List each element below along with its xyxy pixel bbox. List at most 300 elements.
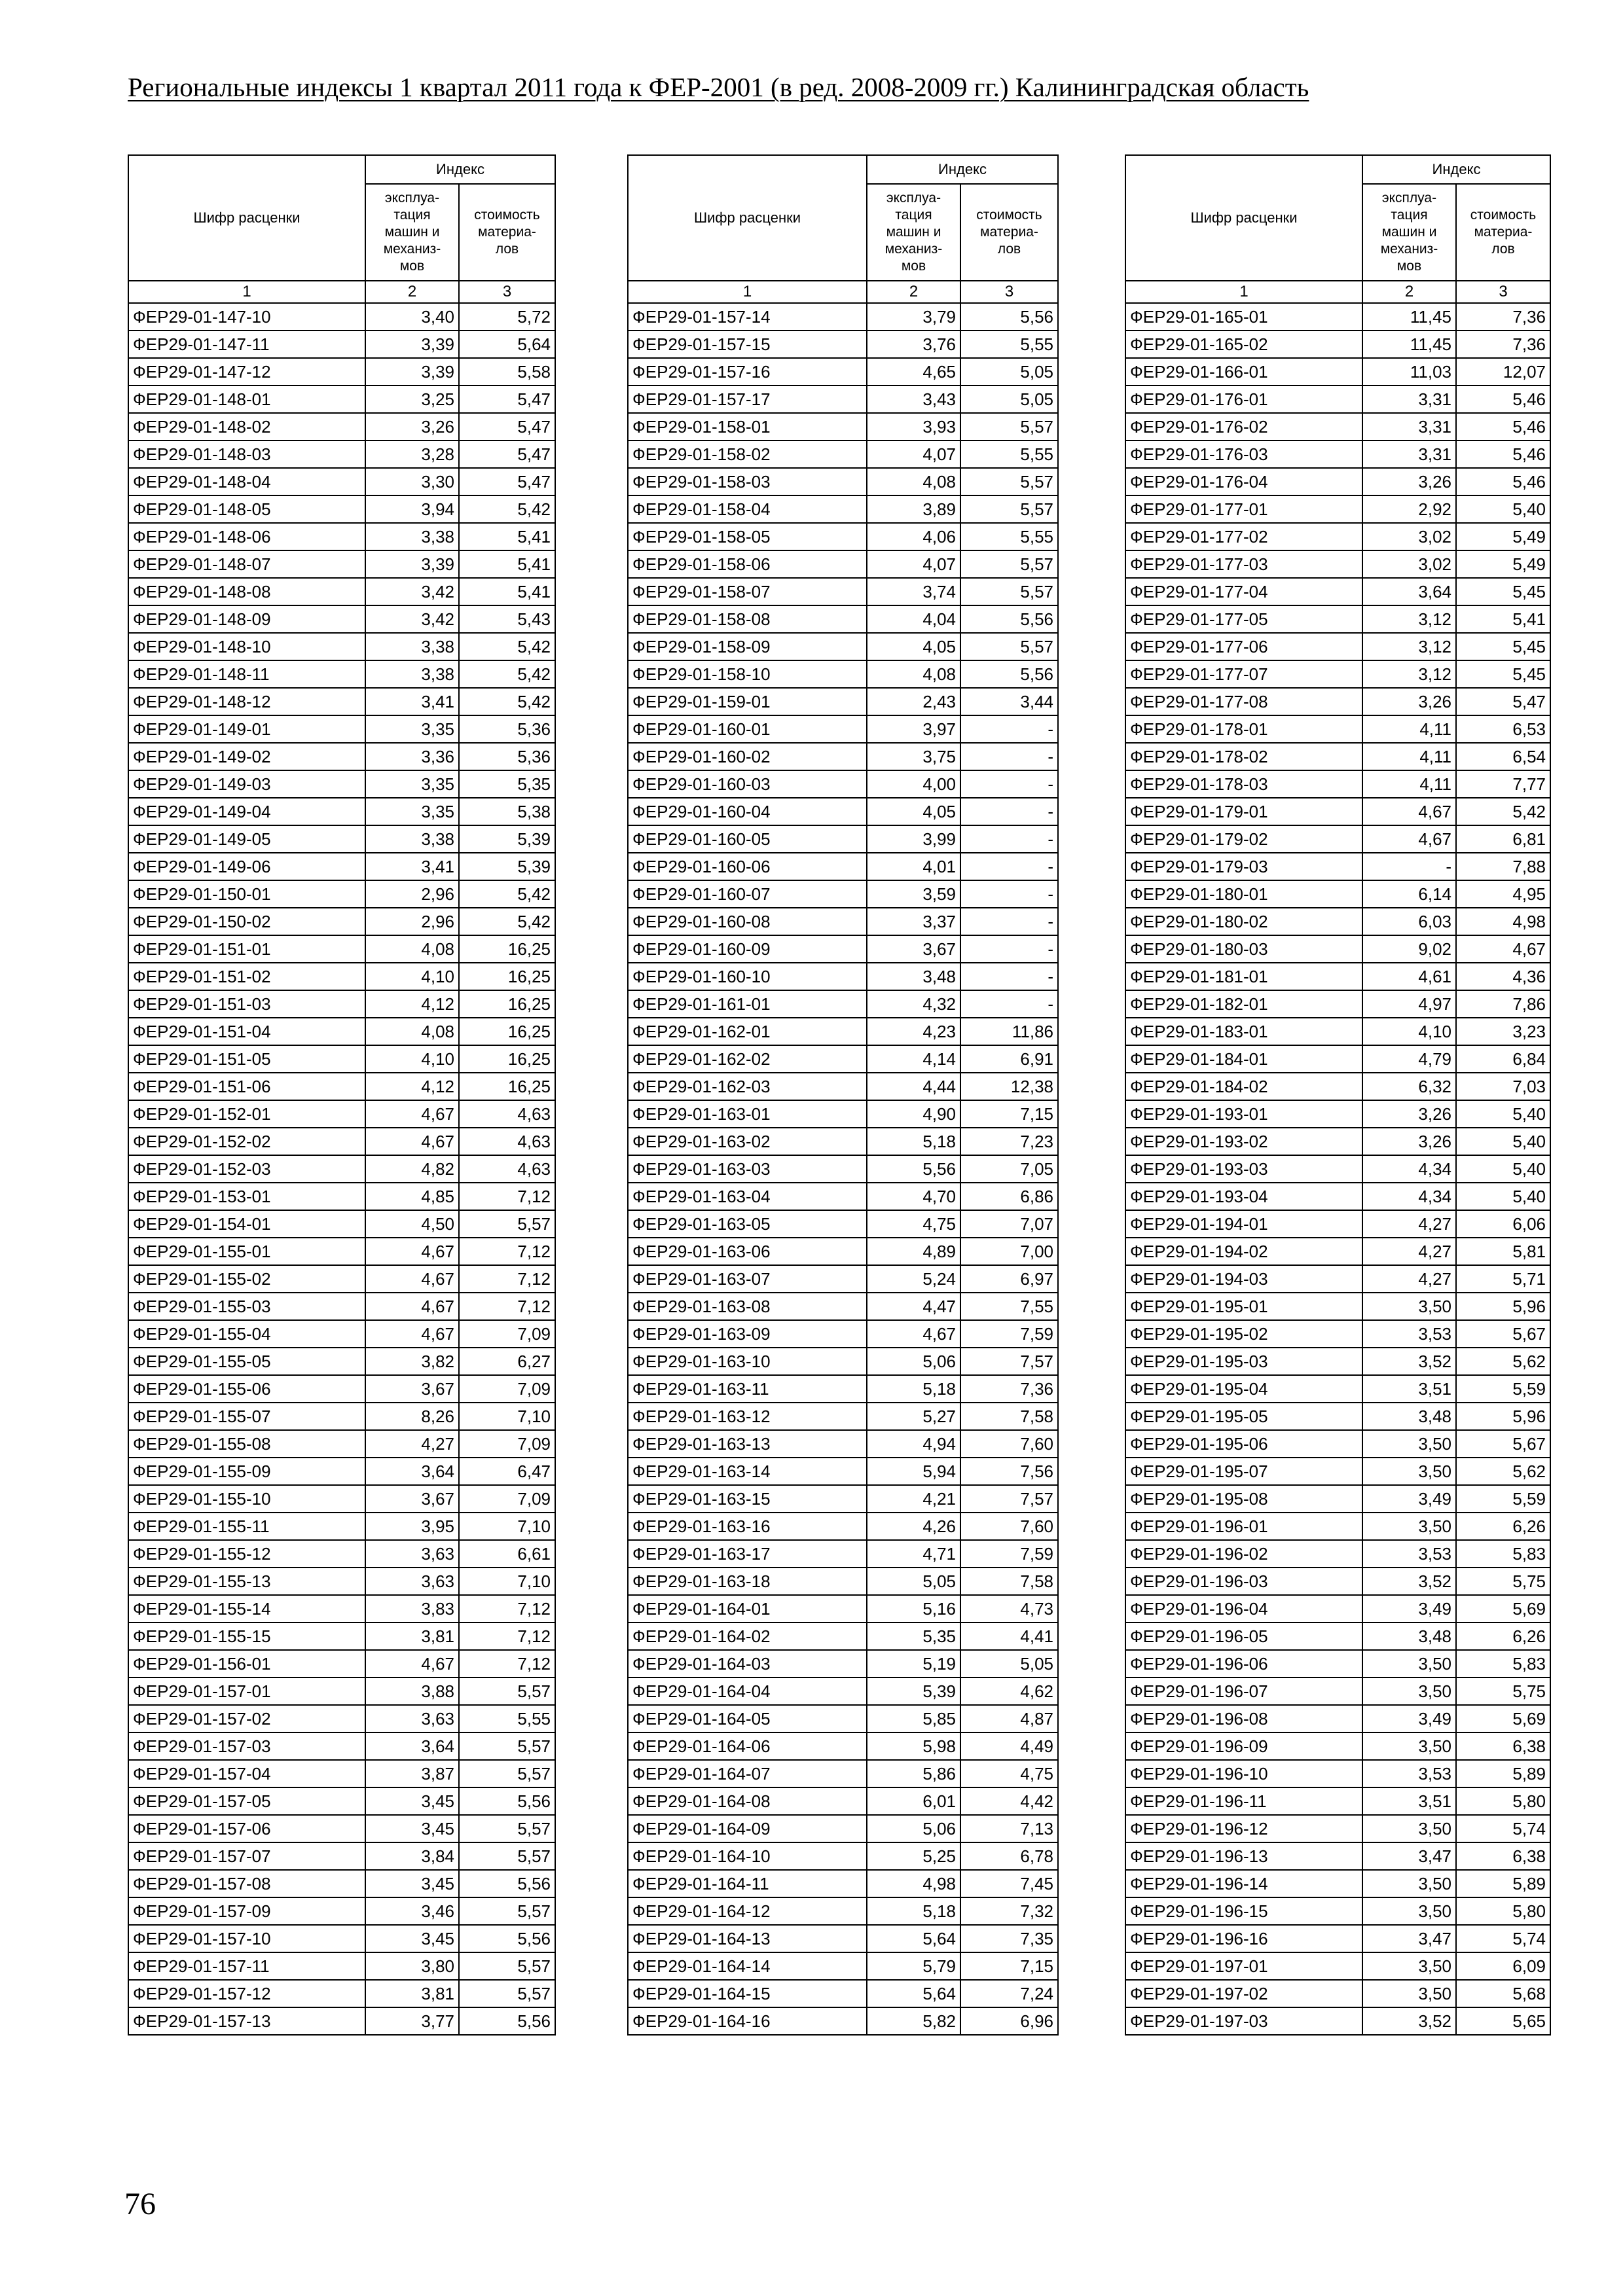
rate-code-cell: ФЕР29-01-162-01	[628, 1018, 867, 1045]
rate-code-cell: ФЕР29-01-194-02	[1125, 1238, 1362, 1265]
rate-code-cell: ФЕР29-01-148-06	[128, 523, 365, 550]
machines-index-cell: 5,18	[867, 1128, 960, 1155]
machines-index-cell: 4,90	[867, 1100, 960, 1128]
table-row	[628, 1540, 1058, 1568]
materials-index-cell: 5,83	[1456, 1540, 1550, 1568]
materials-index-cell: 5,75	[1456, 1568, 1550, 1595]
materials-index-cell: 5,57	[459, 1897, 555, 1925]
machines-index-cell: 3,49	[1362, 1705, 1456, 1732]
header-machines	[867, 184, 960, 281]
materials-index-cell: 4,42	[960, 1787, 1058, 1815]
machines-index-cell: 4,67	[365, 1293, 459, 1320]
materials-index-cell: 5,57	[960, 550, 1058, 578]
materials-index-cell: 4,67	[1456, 935, 1550, 963]
table-row	[628, 1870, 1058, 1897]
materials-index-cell: 5,46	[1456, 386, 1550, 413]
rate-code-cell: ФЕР29-01-196-01	[1125, 1513, 1362, 1540]
table-row	[628, 715, 1058, 743]
table-row	[128, 715, 555, 743]
table-row	[628, 2007, 1058, 2035]
materials-index-cell: 4,62	[960, 1677, 1058, 1705]
table-row	[1125, 908, 1550, 935]
rate-code-cell: ФЕР29-01-163-11	[628, 1375, 867, 1403]
machines-index-cell: 3,67	[365, 1375, 459, 1403]
rate-code-cell: ФЕР29-01-164-09	[628, 1815, 867, 1842]
materials-index-cell: 5,42	[459, 688, 555, 715]
header-materials-text: стоимость материа- лов	[1470, 207, 1537, 257]
machines-index-cell: 3,38	[365, 523, 459, 550]
rate-code-cell: ФЕР29-01-163-05	[628, 1210, 867, 1238]
header-index: Индекс	[867, 155, 1058, 184]
rate-code-cell: ФЕР29-01-150-01	[128, 880, 365, 908]
machines-index-cell: 3,50	[1362, 1952, 1456, 1980]
rate-code-cell: ФЕР29-01-178-03	[1125, 770, 1362, 798]
table-row	[128, 990, 555, 1018]
materials-index-cell: 4,63	[459, 1128, 555, 1155]
table-row	[1125, 853, 1550, 880]
materials-index-cell: 7,09	[459, 1320, 555, 1348]
table-row	[128, 331, 555, 358]
materials-index-cell: 5,67	[1456, 1320, 1550, 1348]
table-row	[628, 963, 1058, 990]
rate-code-cell: ФЕР29-01-157-13	[128, 2007, 365, 2035]
table-row	[628, 1650, 1058, 1677]
machines-index-cell: 3,52	[1362, 1348, 1456, 1375]
materials-index-cell: 7,07	[960, 1210, 1058, 1238]
machines-index-cell: 3,46	[365, 1897, 459, 1925]
materials-index-cell: 7,77	[1456, 770, 1550, 798]
materials-index-cell: 5,42	[459, 660, 555, 688]
table-row	[628, 853, 1058, 880]
table-row	[1125, 715, 1550, 743]
table-row	[128, 468, 555, 495]
machines-index-cell: 4,06	[867, 523, 960, 550]
rate-code-cell: ФЕР29-01-158-10	[628, 660, 867, 688]
machines-index-cell: 4,67	[365, 1100, 459, 1128]
machines-index-cell: 3,31	[1362, 440, 1456, 468]
machines-index-cell: 4,34	[1362, 1183, 1456, 1210]
header-materials	[960, 184, 1058, 281]
materials-index-cell: 12,07	[1456, 358, 1550, 386]
materials-index-cell: 5,56	[459, 2007, 555, 2035]
materials-index-cell: 5,05	[960, 358, 1058, 386]
machines-index-cell: 3,26	[365, 413, 459, 440]
materials-index-cell: 4,87	[960, 1705, 1058, 1732]
table-row	[1125, 1815, 1550, 1842]
table-row	[128, 853, 555, 880]
rate-code-cell: ФЕР29-01-194-03	[1125, 1265, 1362, 1293]
rate-code-cell: ФЕР29-01-149-05	[128, 825, 365, 853]
rate-code-cell: ФЕР29-01-164-03	[628, 1650, 867, 1677]
rate-code-cell: ФЕР29-01-164-02	[628, 1623, 867, 1650]
table-row	[628, 1018, 1058, 1045]
table-row	[1125, 963, 1550, 990]
machines-index-cell: 3,52	[1362, 2007, 1456, 2035]
machines-index-cell: 3,36	[365, 743, 459, 770]
rate-code-cell: ФЕР29-01-196-08	[1125, 1705, 1362, 1732]
machines-index-cell: 3,74	[867, 578, 960, 605]
machines-index-cell: 3,45	[365, 1787, 459, 1815]
materials-index-cell: 6,84	[1456, 1045, 1550, 1073]
machines-index-cell: 3,45	[365, 1815, 459, 1842]
rate-code-cell: ФЕР29-01-177-05	[1125, 605, 1362, 633]
materials-index-cell: 6,26	[1456, 1513, 1550, 1540]
table-row	[128, 386, 555, 413]
table-row	[128, 303, 555, 331]
materials-index-cell: 5,56	[960, 660, 1058, 688]
rate-code-cell: ФЕР29-01-151-06	[128, 1073, 365, 1100]
materials-index-cell: -	[960, 990, 1058, 1018]
materials-index-cell: 6,86	[960, 1183, 1058, 1210]
rate-code-cell: ФЕР29-01-158-06	[628, 550, 867, 578]
table-row	[128, 1100, 555, 1128]
rate-code-cell: ФЕР29-01-148-02	[128, 413, 365, 440]
materials-index-cell: 5,05	[960, 1650, 1058, 1677]
machines-index-cell: 4,04	[867, 605, 960, 633]
rate-code-cell: ФЕР29-01-178-01	[1125, 715, 1362, 743]
table-row	[128, 1403, 555, 1430]
machines-index-cell: 3,39	[365, 358, 459, 386]
materials-index-cell: 12,38	[960, 1073, 1058, 1100]
rate-code-cell: ФЕР29-01-157-02	[128, 1705, 365, 1732]
materials-index-cell: 5,46	[1456, 440, 1550, 468]
materials-index-cell: 5,41	[1456, 605, 1550, 633]
table-row	[628, 1238, 1058, 1265]
rate-code-cell: ФЕР29-01-163-15	[628, 1485, 867, 1513]
rate-code-cell: ФЕР29-01-163-10	[628, 1348, 867, 1375]
materials-index-cell: 7,36	[960, 1375, 1058, 1403]
table-row	[128, 578, 555, 605]
table-row	[628, 1732, 1058, 1760]
machines-index-cell: 5,98	[867, 1732, 960, 1760]
materials-index-cell: 5,36	[459, 743, 555, 770]
materials-index-cell: 5,46	[1456, 413, 1550, 440]
machines-index-cell: 3,49	[1362, 1485, 1456, 1513]
machines-index-cell: 3,41	[365, 688, 459, 715]
rate-code-cell: ФЕР29-01-163-13	[628, 1430, 867, 1458]
table-row	[1125, 413, 1550, 440]
header-machines-text: эксплуа- тация машин и механиз- мов	[383, 190, 441, 274]
materials-index-cell: 7,23	[960, 1128, 1058, 1155]
machines-index-cell: 3,64	[1362, 578, 1456, 605]
materials-index-cell: 7,60	[960, 1430, 1058, 1458]
machines-index-cell: 3,79	[867, 303, 960, 331]
machines-index-cell: 4,08	[867, 660, 960, 688]
machines-index-cell: 2,43	[867, 688, 960, 715]
rate-code-cell: ФЕР29-01-180-02	[1125, 908, 1362, 935]
table-row	[128, 358, 555, 386]
materials-index-cell: 7,36	[1456, 331, 1550, 358]
rate-code-cell: ФЕР29-01-164-06	[628, 1732, 867, 1760]
materials-index-cell: -	[960, 935, 1058, 963]
header-code: Шифр расценки	[128, 155, 365, 281]
rate-code-cell: ФЕР29-01-196-16	[1125, 1925, 1362, 1952]
rate-code-cell: ФЕР29-01-197-01	[1125, 1952, 1362, 1980]
table-row	[628, 495, 1058, 523]
rate-code-cell: ФЕР29-01-196-10	[1125, 1760, 1362, 1787]
rate-code-cell: ФЕР29-01-155-07	[128, 1403, 365, 1430]
rate-code-cell: ФЕР29-01-155-02	[128, 1265, 365, 1293]
rate-code-cell: ФЕР29-01-197-02	[1125, 1980, 1362, 2007]
materials-index-cell: 7,88	[1456, 853, 1550, 880]
table-row	[1125, 1595, 1550, 1623]
materials-index-cell: 6,54	[1456, 743, 1550, 770]
materials-index-cell: 4,95	[1456, 880, 1550, 908]
machines-index-cell: 11,45	[1362, 303, 1456, 331]
rate-code-cell: ФЕР29-01-155-15	[128, 1623, 365, 1650]
table-row	[1125, 743, 1550, 770]
rate-code-cell: ФЕР29-01-152-01	[128, 1100, 365, 1128]
table-row	[128, 743, 555, 770]
table-row	[128, 413, 555, 440]
machines-index-cell: 3,50	[1362, 1732, 1456, 1760]
materials-index-cell: 7,15	[960, 1100, 1058, 1128]
rate-code-cell: ФЕР29-01-147-12	[128, 358, 365, 386]
materials-index-cell: 5,56	[960, 605, 1058, 633]
materials-index-cell: 5,57	[960, 633, 1058, 660]
materials-index-cell: 5,57	[459, 1980, 555, 2007]
materials-index-cell: 5,05	[960, 386, 1058, 413]
rate-code-cell: ФЕР29-01-196-03	[1125, 1568, 1362, 1595]
materials-index-cell: 7,12	[459, 1623, 555, 1650]
materials-index-cell: 7,09	[459, 1485, 555, 1513]
table-row	[128, 770, 555, 798]
machines-index-cell: 3,51	[1362, 1787, 1456, 1815]
materials-index-cell: 7,10	[459, 1513, 555, 1540]
materials-index-cell: 5,57	[459, 1842, 555, 1870]
machines-index-cell: 3,81	[365, 1623, 459, 1650]
rate-code-cell: ФЕР29-01-163-16	[628, 1513, 867, 1540]
table-row	[128, 1320, 555, 1348]
table-row	[128, 688, 555, 715]
table-row	[1125, 495, 1550, 523]
header-index: Индекс	[365, 155, 555, 184]
materials-index-cell: 7,09	[459, 1375, 555, 1403]
materials-index-cell: -	[960, 715, 1058, 743]
machines-index-cell: 3,26	[1362, 1100, 1456, 1128]
table-row	[128, 1513, 555, 1540]
table-row	[628, 1513, 1058, 1540]
rate-code-cell: ФЕР29-01-160-07	[628, 880, 867, 908]
table-row	[128, 1540, 555, 1568]
rate-code-cell: ФЕР29-01-164-13	[628, 1925, 867, 1952]
machines-index-cell: 4,14	[867, 1045, 960, 1073]
machines-index-cell: 3,31	[1362, 386, 1456, 413]
materials-index-cell: 5,59	[1456, 1375, 1550, 1403]
rate-code-cell: ФЕР29-01-157-07	[128, 1842, 365, 1870]
rate-code-cell: ФЕР29-01-195-06	[1125, 1430, 1362, 1458]
rate-code-cell: ФЕР29-01-157-08	[128, 1870, 365, 1897]
machines-index-cell: 3,53	[1362, 1760, 1456, 1787]
machines-index-cell: 6,14	[1362, 880, 1456, 908]
rate-code-cell: ФЕР29-01-165-02	[1125, 331, 1362, 358]
table-row	[128, 1787, 555, 1815]
materials-index-cell: 5,68	[1456, 1980, 1550, 2007]
rate-code-cell: ФЕР29-01-155-14	[128, 1595, 365, 1623]
table-row	[1125, 523, 1550, 550]
rate-code-cell: ФЕР29-01-160-10	[628, 963, 867, 990]
header-materials	[459, 184, 555, 281]
machines-index-cell: 3,50	[1362, 1293, 1456, 1320]
table-row	[1125, 1897, 1550, 1925]
materials-index-cell: 7,57	[960, 1485, 1058, 1513]
table-row	[1125, 578, 1550, 605]
machines-index-cell: 3,93	[867, 413, 960, 440]
machines-index-cell: 4,11	[1362, 743, 1456, 770]
table-row	[1125, 1238, 1550, 1265]
table-row	[628, 1183, 1058, 1210]
machines-index-cell: 4,34	[1362, 1155, 1456, 1183]
rate-code-cell: ФЕР29-01-181-01	[1125, 963, 1362, 990]
table-row	[128, 1128, 555, 1155]
materials-index-cell: 6,06	[1456, 1210, 1550, 1238]
table-row	[628, 935, 1058, 963]
materials-index-cell: 4,75	[960, 1760, 1058, 1787]
rate-code-cell: ФЕР29-01-157-06	[128, 1815, 365, 1842]
table-row	[628, 990, 1058, 1018]
header-number-3: 3	[960, 281, 1058, 303]
table-row	[1125, 468, 1550, 495]
table-row	[628, 1677, 1058, 1705]
table-row	[1125, 1073, 1550, 1100]
machines-index-cell: 4,11	[1362, 715, 1456, 743]
rate-code-cell: ФЕР29-01-157-11	[128, 1952, 365, 1980]
rate-code-cell: ФЕР29-01-193-01	[1125, 1100, 1362, 1128]
rate-code-cell: ФЕР29-01-164-08	[628, 1787, 867, 1815]
machines-index-cell: 3,38	[365, 633, 459, 660]
table-row	[628, 1348, 1058, 1375]
table-row	[1125, 935, 1550, 963]
rate-code-cell: ФЕР29-01-154-01	[128, 1210, 365, 1238]
materials-index-cell: 3,23	[1456, 1018, 1550, 1045]
materials-index-cell: 5,89	[1456, 1760, 1550, 1787]
table-row	[128, 1265, 555, 1293]
machines-index-cell: 4,12	[365, 990, 459, 1018]
header-index: Индекс	[1362, 155, 1550, 184]
materials-index-cell: 7,10	[459, 1403, 555, 1430]
rate-code-cell: ФЕР29-01-177-04	[1125, 578, 1362, 605]
table-row	[628, 578, 1058, 605]
machines-index-cell: 3,48	[867, 963, 960, 990]
materials-index-cell: 6,97	[960, 1265, 1058, 1293]
materials-index-cell: 6,47	[459, 1458, 555, 1485]
rate-code-cell: ФЕР29-01-155-01	[128, 1238, 365, 1265]
materials-index-cell: 5,40	[1456, 1128, 1550, 1155]
materials-index-cell: 5,42	[459, 633, 555, 660]
materials-index-cell: 7,24	[960, 1980, 1058, 2007]
machines-index-cell: 11,03	[1362, 358, 1456, 386]
machines-index-cell: 3,12	[1362, 660, 1456, 688]
rate-code-cell: ФЕР29-01-157-04	[128, 1760, 365, 1787]
materials-index-cell: 5,40	[1456, 1183, 1550, 1210]
rate-code-cell: ФЕР29-01-158-08	[628, 605, 867, 633]
table-row	[1125, 550, 1550, 578]
machines-index-cell: 3,77	[365, 2007, 459, 2035]
table-row	[1125, 1870, 1550, 1897]
rate-code-cell: ФЕР29-01-163-03	[628, 1155, 867, 1183]
machines-index-cell: 4,07	[867, 550, 960, 578]
machines-index-cell: 4,61	[1362, 963, 1456, 990]
table-row	[128, 1045, 555, 1073]
table-row	[628, 1952, 1058, 1980]
materials-index-cell: 6,96	[960, 2007, 1058, 2035]
machines-index-cell: 3,42	[365, 605, 459, 633]
machines-index-cell: 3,50	[1362, 1870, 1456, 1897]
rate-code-cell: ФЕР29-01-148-10	[128, 633, 365, 660]
machines-index-cell: 4,94	[867, 1430, 960, 1458]
header-number-1: 1	[128, 281, 365, 303]
materials-index-cell: 7,12	[459, 1265, 555, 1293]
materials-index-cell: 7,32	[960, 1897, 1058, 1925]
machines-index-cell: -	[1362, 853, 1456, 880]
machines-index-cell: 4,67	[1362, 825, 1456, 853]
rate-code-cell: ФЕР29-01-162-02	[628, 1045, 867, 1073]
machines-index-cell: 5,86	[867, 1760, 960, 1787]
table-row	[128, 440, 555, 468]
rate-code-cell: ФЕР29-01-157-14	[628, 303, 867, 331]
machines-index-cell: 6,01	[867, 1787, 960, 1815]
materials-index-cell: 5,69	[1456, 1595, 1550, 1623]
machines-index-cell: 4,08	[365, 1018, 459, 1045]
table-row	[128, 963, 555, 990]
machines-index-cell: 3,02	[1362, 523, 1456, 550]
table-row	[1125, 1430, 1550, 1458]
rate-code-cell: ФЕР29-01-157-16	[628, 358, 867, 386]
machines-index-cell: 3,63	[365, 1568, 459, 1595]
rate-code-cell: ФЕР29-01-152-03	[128, 1155, 365, 1183]
materials-index-cell: 16,25	[459, 1073, 555, 1100]
machines-index-cell: 3,67	[365, 1485, 459, 1513]
rate-code-cell: ФЕР29-01-195-04	[1125, 1375, 1362, 1403]
table-row	[1125, 1375, 1550, 1403]
materials-index-cell: 4,63	[459, 1100, 555, 1128]
rate-code-cell: ФЕР29-01-182-01	[1125, 990, 1362, 1018]
machines-index-cell: 5,94	[867, 1458, 960, 1485]
machines-index-cell: 4,07	[867, 440, 960, 468]
rate-code-cell: ФЕР29-01-151-01	[128, 935, 365, 963]
materials-index-cell: 5,41	[459, 550, 555, 578]
header-number-1: 1	[628, 281, 867, 303]
table-row	[1125, 688, 1550, 715]
machines-index-cell: 3,35	[365, 715, 459, 743]
materials-index-cell: 5,67	[1456, 1430, 1550, 1458]
machines-index-cell: 5,06	[867, 1348, 960, 1375]
rate-code-cell: ФЕР29-01-158-01	[628, 413, 867, 440]
table-row	[628, 468, 1058, 495]
rate-code-cell: ФЕР29-01-180-01	[1125, 880, 1362, 908]
table-row	[128, 550, 555, 578]
rate-code-cell: ФЕР29-01-148-05	[128, 495, 365, 523]
materials-index-cell: 5,40	[1456, 495, 1550, 523]
machines-index-cell: 3,50	[1362, 1458, 1456, 1485]
rate-code-cell: ФЕР29-01-148-09	[128, 605, 365, 633]
machines-index-cell: 4,89	[867, 1238, 960, 1265]
machines-index-cell: 4,47	[867, 1293, 960, 1320]
rate-code-cell: ФЕР29-01-178-02	[1125, 743, 1362, 770]
rate-code-cell: ФЕР29-01-176-04	[1125, 468, 1362, 495]
materials-index-cell: 5,40	[1456, 1155, 1550, 1183]
materials-index-cell: 5,65	[1456, 2007, 1550, 2035]
rate-code-cell: ФЕР29-01-163-08	[628, 1293, 867, 1320]
materials-index-cell: 6,81	[1456, 825, 1550, 853]
table-row	[628, 1897, 1058, 1925]
materials-index-cell: 5,62	[1456, 1348, 1550, 1375]
machines-index-cell: 3,63	[365, 1705, 459, 1732]
machines-index-cell: 5,18	[867, 1897, 960, 1925]
materials-index-cell: 7,36	[1456, 303, 1550, 331]
table-row	[128, 1705, 555, 1732]
materials-index-cell: 7,35	[960, 1925, 1058, 1952]
